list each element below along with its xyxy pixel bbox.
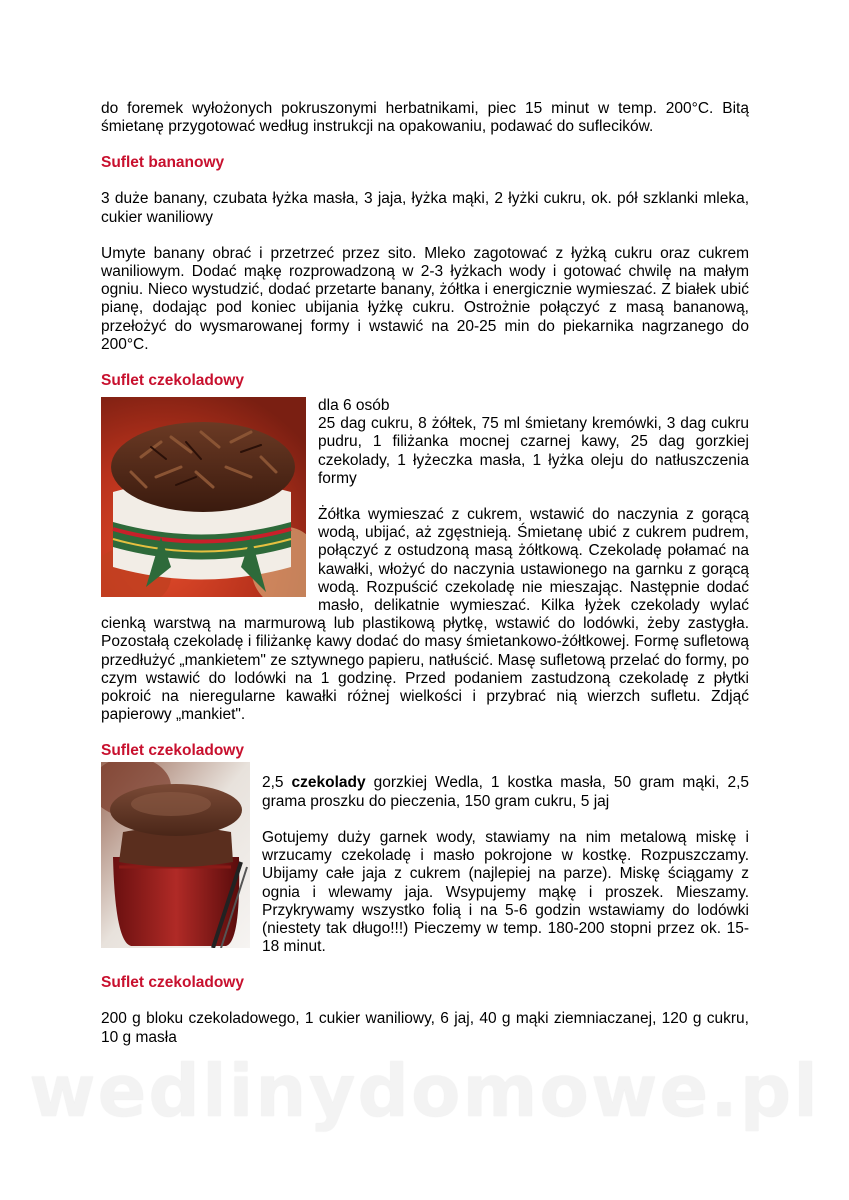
ramekin-photo-graphic (101, 762, 250, 948)
ingredients-rest: gorzkiej Wedla, 1 kostka masła, 50 gram mąki, 2,5 grama proszku do pieczenia, 150 gram cukru, 5 jaj (262, 774, 749, 810)
recipe-title-suflet-czekoladowy: Suflet czekoladowy (101, 742, 244, 760)
recipe-servings: dla 6 osób (318, 397, 390, 415)
ingredients-bold-word: czekolady (291, 774, 366, 792)
souffle-chocolate-shavings-photo (101, 397, 306, 597)
ingredients-prefix: 2,5 (262, 774, 292, 792)
recipe-method: Żółtka wymieszać z cukrem, wstawić do naczynia z gorącą wodą, ubijać, aż zgęstnieją. Śmietanę ubić z cukrem pudrem, połączyć z ostudzoną masą żółtkową. Czekoladę połamać na kawałki, włożyć do naczynia ustawionego na garnku z gorącą wodą. Rozpuścić czekoladę nie mieszając. Następnie dodać masło, delikatnie wymieszać. Kilka łyżek czekolady wylać cienką warstwą na marmurową lub plastikową płytkę, wstawić do lodówki, żeby zastygła. Pozostałą czekoladę i filiżankę kawy dodać do masy śmietankowo-żółtkowej. Formę sufletową przedłużyć „mankietem" ze sztywnego papieru, natłuścić. Masę sufletową przelać do formy, po czym wstawić do lodówki na 1 godzinę. Przed podaniem zastudzoną czekoladę z płytki pokroić na nieregularne kawałki różnej wielkości i przybrać nią wierzch sufletu. Zdjąć papierowy „mankiet". (101, 506, 749, 724)
recipe-title-suflet-czekoladowy: Suflet czekoladowy (101, 974, 244, 992)
recipe-ingredients: 3 duże banany, czubata łyżka masła, 3 jaja, łyżka mąki, 2 łyżki cukru, ok. pół szklanki mleka, cukier waniliowy (101, 190, 749, 226)
recipe-method: Gotujemy duży garnek wody, stawiamy na nim metalową miskę i wrzucamy czekoladę i masło pokrojone w kostkę. Rozpuszczamy. Ubijamy całe jaja z cukrem (najlepiej na parze). Miskę ściągamy z ognia i wlewamy jaja. Wsypujemy mąkę i proszek. Mieszamy. Przykrywamy wszystko folią i na 5-6 godzin wstawiamy do lodówki (niestety tak długo!!!) Pieczemy w temp. 180-200 stopni przez ok. 15-18 minut. (262, 828, 749, 956)
souffle-photo-graphic (101, 397, 306, 597)
recipe-ingredients: 25 dag cukru, 8 żółtek, 75 ml śmietany kremówki, 3 dag cukru pudru, 1 filiżanka mocnej czarnej kawy, 25 dag gorzkiej czekolady, 1 łyżeczka masła, 1 łyżka oleju do natłuszczenia formy (318, 415, 749, 487)
chocolate-souffle-ramekin-photo (101, 762, 250, 948)
recipe-title-suflet-czekoladowy: Suflet czekoladowy (101, 372, 244, 390)
intro-paragraph: do foremek wyłożonych pokruszonymi herbatnikami, piec 15 minut w temp. 200°C. Bitą śmietanę przygotować według instrukcji na opakowaniu, podawać do suflecików. (101, 100, 749, 136)
recipe-ingredients: 200 g bloku czekoladowego, 1 cukier waniliowy, 6 jaj, 40 g mąki ziemniaczanej, 120 g cukru, 10 g masła (101, 1010, 749, 1046)
watermark-wedlinydomowe: wedlinydomowe.pl (29, 1049, 820, 1133)
document-page (101, 100, 749, 1047)
recipe-method: Umyte banany obrać i przetrzeć przez sito. Mleko zagotować z łyżką cukru oraz cukrem waniliowym. Dodać mąkę rozprowadzoną w 2-3 łyżkach wody i gotować chwilę na małym ogniu. Nieco wystudzić, dodać przetarte banany, żółtka i energicznie wymieszać. Z białek ubić pianę, dodając pod koniec ubijania łyżkę cukru. Ostrożnie połączyć z masą bananową, przełożyć do wysmarowanej formy i wstawić na 20-25 min do piekarnika nagrzanego do 200°C. (101, 244, 749, 353)
recipe-title-suflet-bananowy: Suflet bananowy (101, 154, 225, 172)
